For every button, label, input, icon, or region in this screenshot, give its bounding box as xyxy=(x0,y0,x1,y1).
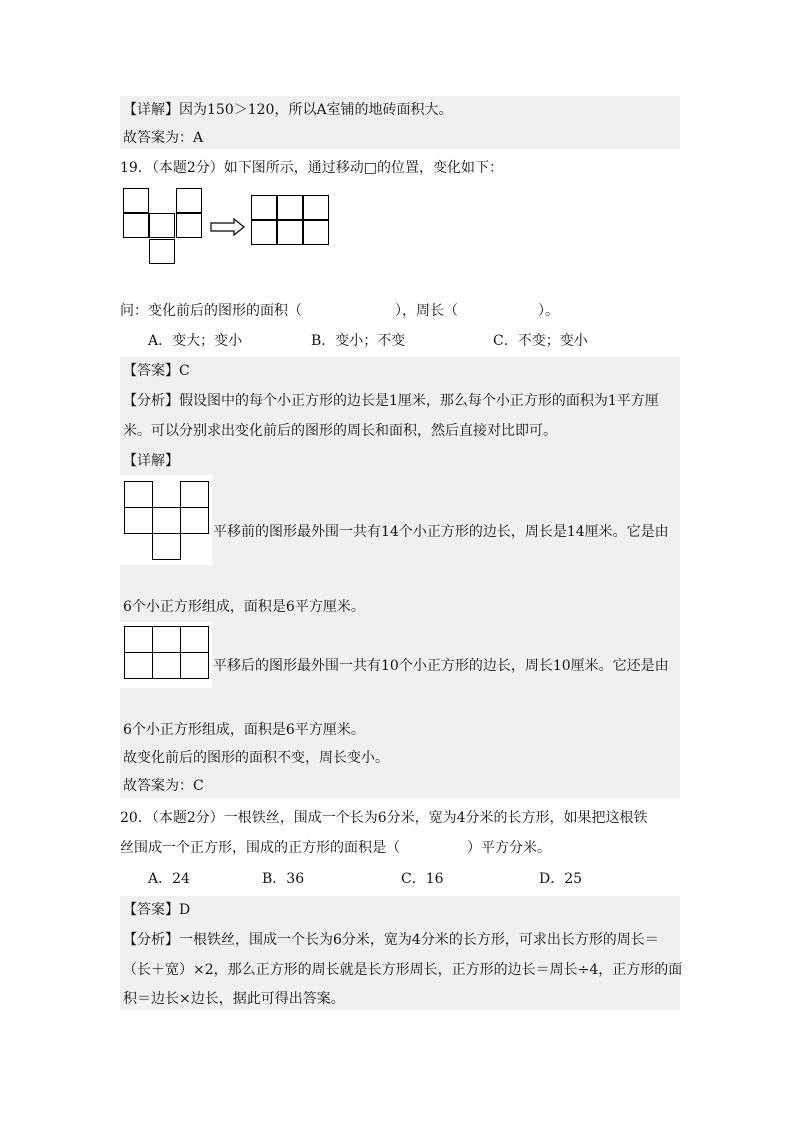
q20-option-b: B．36 xyxy=(262,871,305,887)
q20-analysis-line3: 积＝边长×边长，据此可得出答案。 xyxy=(123,991,345,1007)
q18-detail: 【详解】因为150＞120，所以A室铺的地砖面积大。 xyxy=(123,102,453,118)
q19-question-part3: ）。 xyxy=(538,303,559,319)
q19-option-b: B．变小；不变 xyxy=(311,333,406,349)
q19-detail-label: 【详解】 xyxy=(123,453,179,469)
q20-stem-line2-part1: 丝围成一个正方形，围成的正方形的面积是（ xyxy=(120,840,400,856)
q19-analysis-line2: 米。可以分别求出变化前后的图形的周长和面积，然后直接对比即可。 xyxy=(123,423,557,439)
q19-detail-after-line1: 平移后的图形最外围一共有10个小正方形的边长，周长10厘米。它还是由 xyxy=(213,658,669,674)
q20-option-a: A．24 xyxy=(148,871,190,887)
q20-option-c: C．16 xyxy=(401,871,444,887)
q18-answer-line: 故答案为：A xyxy=(123,130,204,146)
q19-detail-figure-after xyxy=(120,622,212,688)
q20-analysis-line1: 【分析】一根铁丝，围成一个长为6分米，宽为4分米的长方形，可求出长方形的周长＝ xyxy=(123,932,659,948)
q19-stem: 19．（本题2分）如下图所示，通过移动□的位置，变化如下： xyxy=(120,160,503,176)
q20-option-d: D．25 xyxy=(539,871,583,887)
q20-analysis-line2: （长＋宽）×2，那么正方形的周长就是长方形周长，正方形的边长＝周长÷4，正方形的面 xyxy=(123,962,683,978)
q19-answer-line: 故答案为：C xyxy=(123,778,204,794)
q19-question-part2: ），周长（ xyxy=(395,303,458,319)
q19-question-part1: 问：变化前后的图形的面积（ xyxy=(120,303,302,319)
q19-option-a: A．变大；变小 xyxy=(148,333,243,349)
q19-analysis-line1: 【分析】假设图中的每个小正方形的边长是1厘米，那么每个小正方形的面积为1平方厘 xyxy=(123,393,659,409)
q19-conclusion: 故变化前后的图形的面积不变，周长变小。 xyxy=(123,750,389,766)
q19-option-c: C．不变；变小 xyxy=(493,333,588,349)
q19-detail-after-line2: 6个小正方形组成，面积是6平方厘米。 xyxy=(123,722,365,738)
q20-answer: 【答案】D xyxy=(123,902,191,918)
q20-stem-line1: 20．（本题2分）一根铁丝，围成一个长为6分米，宽为4分米的长方形，如果把这根铁 xyxy=(120,810,648,826)
q19-detail-before-line2: 6个小正方形组成，面积是6平方厘米。 xyxy=(123,599,365,615)
transform-arrow-icon xyxy=(210,218,246,236)
q19-detail-before-line1: 平移前的图形最外围一共有14个小正方形的边长，周长是14厘米。它是由 xyxy=(213,524,669,540)
q19-detail-figure-before xyxy=(120,475,212,565)
q19-answer: 【答案】C xyxy=(123,363,190,379)
q20-stem-line2-part2: ）平方分米。 xyxy=(467,840,551,856)
